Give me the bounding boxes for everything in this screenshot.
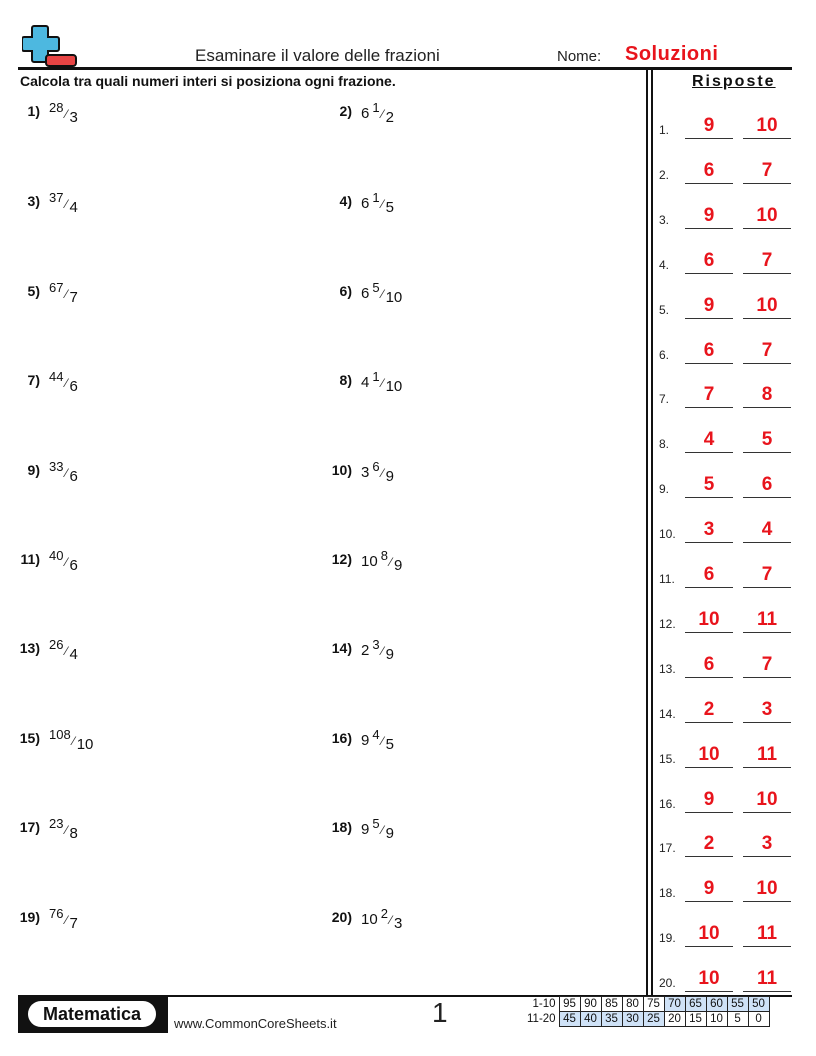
problem-item	[8, 459, 78, 485]
fraction-slash: ⁄	[65, 823, 68, 837]
problem-number: 13)	[19, 640, 40, 656]
denominator: 6	[69, 378, 78, 395]
answer-upper-bound[interactable]: 10	[743, 204, 791, 229]
answer-upper-bound[interactable]: 11	[743, 743, 791, 768]
answer-row	[659, 738, 794, 768]
answer-number: 14.	[659, 706, 676, 721]
fraction-slash: ⁄	[65, 555, 68, 569]
problem-number: 6)	[339, 283, 352, 299]
problem-item	[8, 100, 78, 126]
denominator: 3	[69, 109, 78, 126]
answer-lower-bound[interactable]: 9	[685, 114, 733, 139]
answer-lower-bound[interactable]: 3	[685, 518, 733, 543]
answer-row	[659, 289, 794, 319]
answer-upper-bound[interactable]: 11	[743, 922, 791, 947]
score-cell: 80	[622, 997, 643, 1012]
denominator: 3	[393, 915, 403, 932]
answer-upper-bound[interactable]: 11	[743, 967, 791, 992]
problem-item	[8, 369, 78, 395]
answer-upper-bound[interactable]: 10	[743, 877, 791, 902]
answer-number: 18.	[659, 886, 676, 901]
answer-upper-bound[interactable]: 7	[743, 563, 791, 588]
denominator: 5	[385, 736, 394, 753]
score-cell: 35	[601, 1012, 622, 1027]
problem-item	[320, 100, 394, 126]
score-cell: 45	[559, 1012, 580, 1027]
problem-number: 17)	[19, 819, 40, 835]
problem-item	[320, 280, 402, 306]
score-cell: 25	[643, 1012, 664, 1027]
numerator: 4	[372, 727, 380, 742]
whole-number: 10	[361, 911, 378, 928]
score-row	[524, 997, 769, 1012]
answer-row	[659, 513, 794, 543]
answer-row	[659, 872, 794, 902]
answers-heading: Risposte	[692, 73, 776, 90]
answer-lower-bound[interactable]: 6	[685, 339, 733, 364]
answer-upper-bound[interactable]: 10	[743, 114, 791, 139]
problem-number: 3)	[27, 193, 40, 209]
answer-upper-bound[interactable]: 3	[743, 832, 791, 857]
answer-lower-bound[interactable]: 10	[685, 608, 733, 633]
answer-lower-bound[interactable]: 6	[685, 563, 733, 588]
score-cell: 60	[706, 997, 727, 1012]
problem-number: 14)	[331, 640, 352, 656]
problem-item	[320, 459, 394, 485]
fraction-slash: ⁄	[381, 197, 384, 211]
answer-lower-bound[interactable]: 10	[685, 922, 733, 947]
score-cell: 20	[664, 1012, 685, 1027]
numerator: 40	[49, 548, 64, 563]
problem-number: 16)	[331, 730, 352, 746]
score-cell: 55	[727, 997, 748, 1012]
answer-column-divider	[646, 68, 648, 995]
problem-number: 19)	[19, 909, 40, 925]
problem-item	[320, 190, 394, 216]
fraction-slash: ⁄	[65, 913, 68, 927]
problem-item	[8, 816, 78, 842]
fraction-slash: ⁄	[65, 644, 68, 658]
answer-row	[659, 603, 794, 633]
answer-upper-bound[interactable]: 7	[743, 249, 791, 274]
whole-number: 3	[361, 464, 370, 481]
answer-number: 15.	[659, 751, 676, 766]
denominator: 4	[69, 646, 78, 663]
score-cell: 65	[685, 997, 706, 1012]
answer-upper-bound[interactable]: 10	[743, 788, 791, 813]
numerator: 76	[49, 906, 64, 921]
plus-minus-logo-icon	[22, 24, 80, 68]
numerator: 3	[372, 637, 380, 652]
answer-lower-bound[interactable]: 2	[685, 832, 733, 857]
score-range-label: 11-20	[527, 1013, 556, 1025]
answer-upper-bound[interactable]: 8	[743, 383, 791, 408]
answer-number: 3.	[659, 212, 670, 227]
problem-number: 12)	[331, 551, 352, 567]
problem-item	[320, 727, 394, 753]
answer-number: 2.	[659, 167, 670, 182]
fraction-slash: ⁄	[65, 197, 68, 211]
answer-lower-bound[interactable]: 7	[685, 383, 733, 408]
problem-number: 2)	[339, 103, 352, 119]
problem-number: 10)	[331, 462, 352, 478]
whole-number: 9	[361, 821, 370, 838]
answer-upper-bound[interactable]: 7	[743, 339, 791, 364]
denominator: 6	[69, 557, 78, 574]
denominator: 10	[385, 378, 403, 395]
answer-number: 20.	[659, 976, 676, 991]
score-table	[524, 996, 770, 1027]
answer-number: 16.	[659, 796, 676, 811]
score-cell: 95	[559, 997, 580, 1012]
problem-number: 20)	[331, 909, 352, 925]
answer-upper-bound[interactable]: 6	[743, 473, 791, 498]
score-cell: 75	[643, 997, 664, 1012]
denominator: 4	[69, 199, 78, 216]
fraction-slash: ⁄	[381, 466, 384, 480]
header-divider	[18, 67, 792, 70]
answer-lower-bound[interactable]: 6	[685, 653, 733, 678]
score-cell: 5	[727, 1012, 748, 1027]
numerator: 2	[380, 906, 388, 921]
fraction-slash: ⁄	[389, 555, 392, 569]
worksheet-title: Esaminare il valore delle frazioni	[195, 46, 440, 65]
answer-row	[659, 558, 794, 588]
problem-item	[8, 637, 78, 663]
answer-number: 12.	[659, 616, 676, 631]
whole-number: 9	[361, 732, 370, 749]
numerator: 5	[372, 816, 380, 831]
score-cell: 50	[748, 997, 769, 1012]
problem-item	[8, 548, 78, 574]
fraction-slash: ⁄	[381, 823, 384, 837]
answer-row	[659, 199, 794, 229]
answer-number: 5.	[659, 302, 670, 317]
fraction-slash: ⁄	[65, 107, 68, 121]
whole-number: 4	[361, 374, 370, 391]
problem-number: 4)	[339, 193, 352, 209]
numerator: 1	[372, 369, 380, 384]
answer-upper-bound[interactable]: 5	[743, 428, 791, 453]
fraction-slash: ⁄	[65, 376, 68, 390]
answer-row	[659, 423, 794, 453]
answer-column-divider	[651, 68, 653, 995]
problem-item	[8, 280, 78, 306]
page-number: 1	[432, 997, 448, 1028]
denominator: 9	[393, 557, 403, 574]
answer-lower-bound[interactable]: 6	[685, 249, 733, 274]
answer-number: 19.	[659, 931, 676, 946]
answer-number: 13.	[659, 661, 676, 676]
whole-number: 6	[361, 105, 370, 122]
answer-number: 7.	[659, 392, 670, 407]
answer-upper-bound[interactable]: 7	[743, 653, 791, 678]
fraction-slash: ⁄	[381, 107, 384, 121]
name-label: Nome:	[557, 48, 602, 65]
answer-row	[659, 378, 794, 408]
answer-row	[659, 154, 794, 184]
score-cell: 15	[685, 1012, 706, 1027]
whole-number: 6	[361, 195, 370, 212]
numerator: 33	[49, 459, 64, 474]
fraction-slash: ⁄	[65, 466, 68, 480]
numerator: 44	[49, 369, 64, 384]
score-range-label: 1-10	[532, 998, 556, 1010]
problem-number: 7)	[27, 372, 40, 388]
answer-number: 8.	[659, 437, 670, 452]
whole-number: 6	[361, 285, 370, 302]
fraction-slash: ⁄	[72, 734, 75, 748]
problem-number: 15)	[19, 730, 40, 746]
problem-item	[320, 369, 402, 395]
answer-upper-bound[interactable]: 4	[743, 518, 791, 543]
answer-row	[659, 244, 794, 274]
name-value: Soluzioni	[625, 43, 719, 65]
denominator: 6	[69, 468, 78, 485]
answer-upper-bound[interactable]: 11	[743, 608, 791, 633]
answer-lower-bound[interactable]: 4	[685, 428, 733, 453]
answer-number: 10.	[659, 527, 676, 542]
answer-lower-bound[interactable]: 6	[685, 159, 733, 184]
fraction-slash: ⁄	[65, 287, 68, 301]
numerator: 26	[49, 637, 64, 652]
problem-number: 1)	[27, 103, 40, 119]
site-link[interactable]: www.CommonCoreSheets.it	[174, 1016, 337, 1031]
score-cell: 85	[601, 997, 622, 1012]
answer-lower-bound[interactable]: 2	[685, 698, 733, 723]
denominator: 5	[385, 199, 394, 216]
score-cell: 10	[706, 1012, 727, 1027]
answer-row	[659, 962, 794, 992]
problem-item	[320, 906, 402, 932]
answer-upper-bound[interactable]: 7	[743, 159, 791, 184]
answer-lower-bound[interactable]: 9	[685, 294, 733, 319]
denominator: 9	[385, 468, 394, 485]
problem-item	[320, 548, 402, 574]
problem-number: 8)	[339, 372, 352, 388]
answer-row	[659, 827, 794, 857]
fraction-slash: ⁄	[381, 644, 384, 658]
answer-number: 6.	[659, 347, 670, 362]
numerator: 37	[49, 190, 64, 205]
numerator: 1	[372, 100, 380, 115]
answer-lower-bound[interactable]: 9	[685, 877, 733, 902]
numerator: 28	[49, 100, 64, 115]
answer-row	[659, 783, 794, 813]
answer-upper-bound[interactable]: 3	[743, 698, 791, 723]
numerator: 23	[49, 816, 64, 831]
numerator: 6	[372, 459, 380, 474]
answer-lower-bound[interactable]: 5	[685, 473, 733, 498]
answer-row	[659, 468, 794, 498]
problem-number: 18)	[331, 819, 352, 835]
brand-label: Matematica	[28, 1001, 156, 1027]
score-cell: 90	[580, 997, 601, 1012]
denominator: 10	[385, 289, 403, 306]
answer-row	[659, 109, 794, 139]
problem-item	[8, 906, 78, 932]
denominator: 9	[385, 825, 394, 842]
denominator: 2	[385, 109, 394, 126]
answer-number: 11.	[659, 572, 675, 586]
whole-number: 2	[361, 642, 370, 659]
score-cell: 30	[622, 1012, 643, 1027]
whole-number: 10	[361, 553, 378, 570]
problem-item	[8, 727, 93, 753]
numerator: 8	[380, 548, 388, 563]
answer-number: 1.	[659, 123, 670, 137]
answer-row	[659, 917, 794, 947]
answer-lower-bound[interactable]: 10	[685, 743, 733, 768]
denominator: 7	[69, 915, 78, 932]
problem-number: 11)	[20, 551, 40, 567]
answer-row	[659, 693, 794, 723]
answer-row	[659, 334, 794, 364]
answer-number: 17.	[659, 841, 676, 856]
problem-number: 5)	[27, 283, 40, 299]
numerator: 5	[372, 280, 380, 295]
score-cell: 40	[580, 1012, 601, 1027]
answer-row	[659, 648, 794, 678]
denominator: 9	[385, 646, 394, 663]
answer-number: 4.	[659, 257, 670, 272]
numerator: 108	[49, 727, 71, 742]
score-cell: 0	[748, 1012, 769, 1027]
fraction-slash: ⁄	[381, 376, 384, 390]
instructions: Calcola tra quali numeri interi si posiziona ogni frazione.	[20, 73, 396, 89]
fraction-slash: ⁄	[389, 913, 392, 927]
denominator: 8	[69, 825, 78, 842]
fraction-slash: ⁄	[381, 287, 384, 301]
answer-lower-bound[interactable]: 10	[685, 967, 733, 992]
numerator: 1	[372, 190, 380, 205]
score-cell: 70	[664, 997, 685, 1012]
score-row	[524, 1012, 769, 1027]
problem-item	[8, 190, 78, 216]
answer-lower-bound[interactable]: 9	[685, 788, 733, 813]
answer-lower-bound[interactable]: 9	[685, 204, 733, 229]
problem-number: 9)	[27, 462, 40, 478]
problem-item	[320, 637, 394, 663]
answer-number: 9.	[659, 482, 670, 497]
fraction-slash: ⁄	[381, 734, 384, 748]
denominator: 7	[69, 289, 78, 306]
numerator: 67	[49, 280, 64, 295]
problem-item	[320, 816, 394, 842]
denominator: 10	[76, 736, 94, 753]
answer-upper-bound[interactable]: 10	[743, 294, 791, 319]
